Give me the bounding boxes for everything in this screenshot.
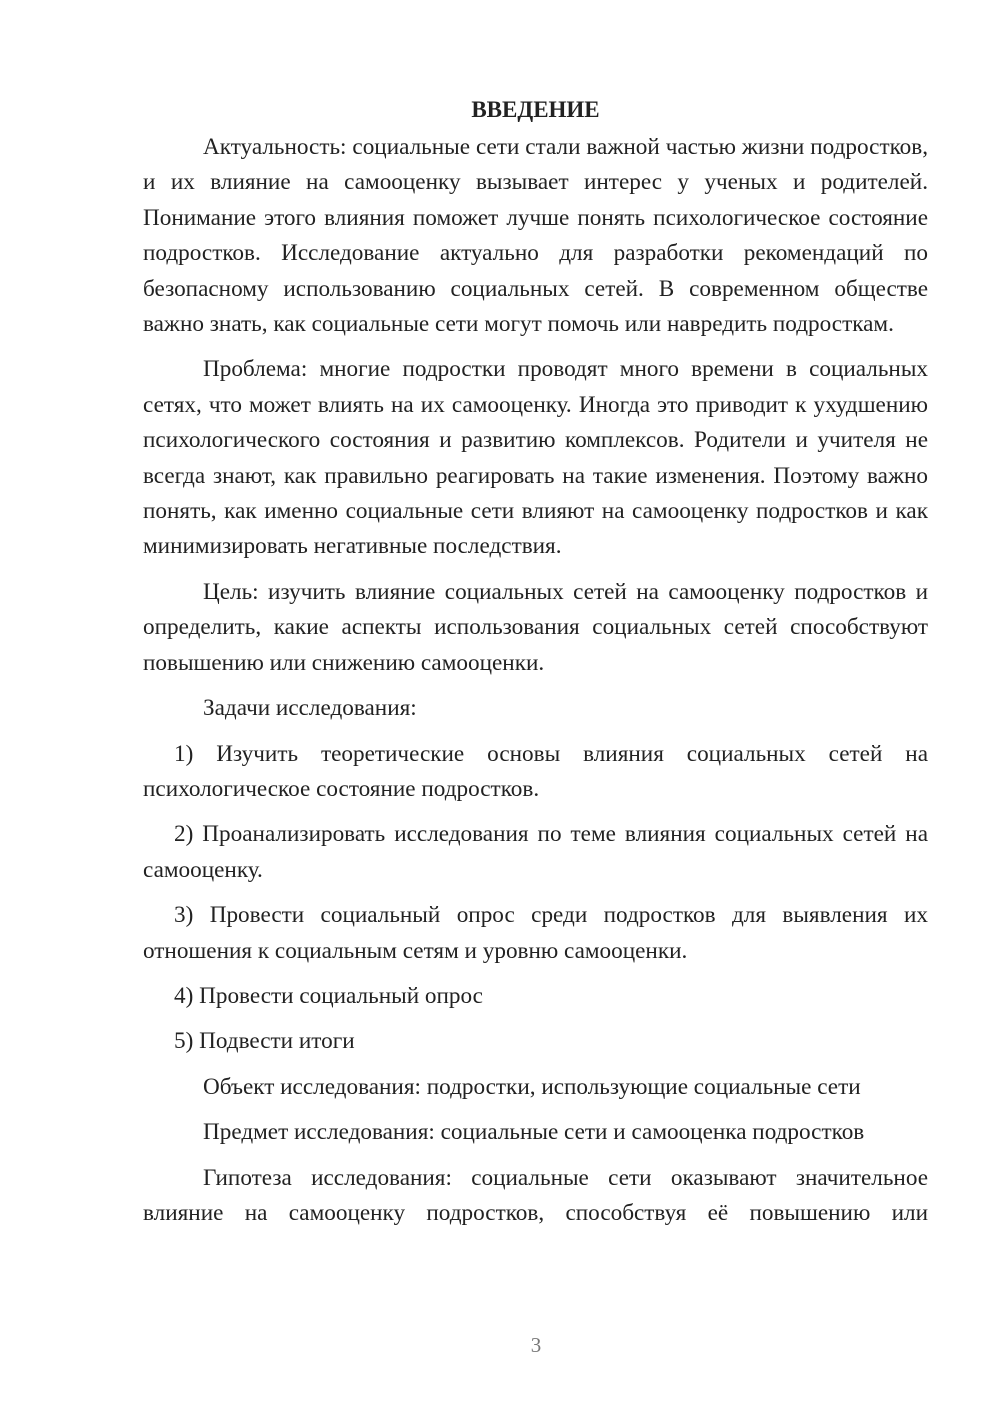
relevance-paragraph: Актуальность: социальные сети стали важной частью жизни подростков, и их влияние на самооценку вызывает интерес у ученых и родителей. Понимание этого влияния поможет лучше понять психологическое состояние подростков. Исследование актуально для разработки рекомендаций по безопасному использованию социальных сетей. В современном обществе важно знать, как социальные сети могут помочь или навредить подросткам. bbox=[143, 134, 928, 338]
hypothesis-paragraph: Гипотеза исследования: социальные сети оказывают значительное влияние на самооценку подростков, способствуя её повышению или bbox=[143, 1164, 928, 1226]
page-number: 3 bbox=[530, 1333, 542, 1357]
task-item-5: 5) Подвести итоги bbox=[174, 1028, 355, 1055]
task-item-2: 2) Проанализировать исследования по теме влияния социальных сетей на самооценку. bbox=[143, 821, 928, 883]
subject-paragraph: Предмет исследования: социальные сети и самооценка подростков bbox=[203, 1119, 865, 1146]
object-paragraph: Объект исследования: подростки, использующие социальные сети bbox=[203, 1073, 861, 1100]
problem-paragraph: Проблема: многие подростки проводят много времени в социальных сетях, что может влиять на их самооценку. Иногда это приводит к ухудшению психологического состояния и развитию комплексов. Родители и учителя не всегда знают, как правильно реагировать на такие изменения. Поэтому важно понять, как именно социальные сети влияют на самооценку подростков и как минимизировать негативные последствия. bbox=[143, 356, 928, 560]
tasks-intro: Задачи исследования: bbox=[203, 695, 417, 722]
page-content bbox=[143, 92, 928, 1231]
task-item-3: 3) Провести социальный опрос среди подростков для выявления их отношения к социальным сетям и уровню самооценки. bbox=[143, 902, 928, 964]
task-item-4: 4) Провести социальный опрос bbox=[174, 982, 483, 1009]
goal-paragraph: Цель: изучить влияние социальных сетей на самооценку подростков и определить, какие аспекты использования социальных сетей способствуют повышению или снижению самооценки. bbox=[143, 578, 928, 676]
section-heading: ВВЕДЕНИЕ bbox=[471, 97, 600, 122]
task-item-1: 1) Изучить теоретические основы влияния социальных сетей на психологическое состояние подростков. bbox=[143, 740, 928, 802]
